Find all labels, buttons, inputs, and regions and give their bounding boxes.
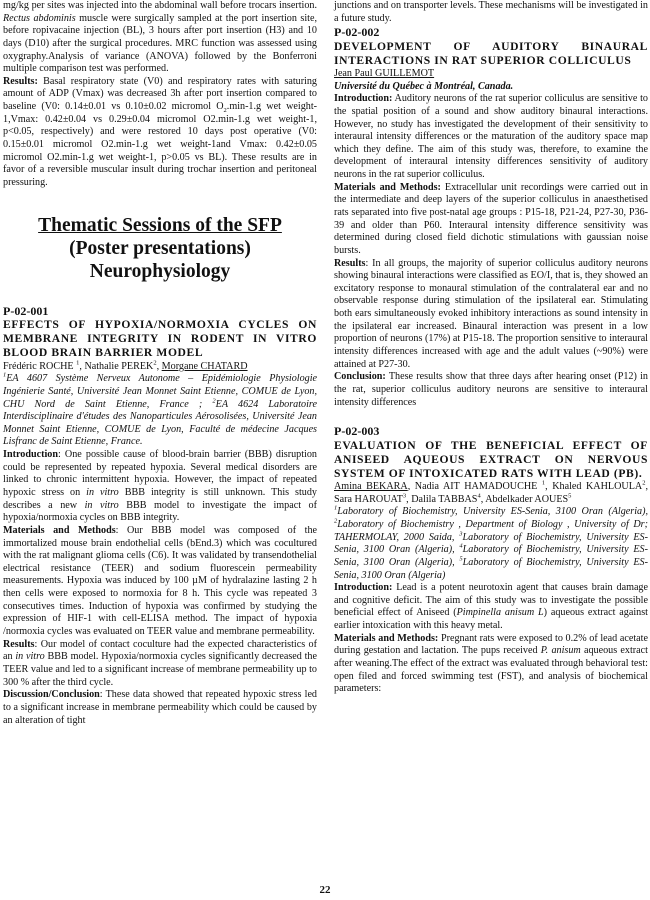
results-paragraph: Results: Basal respiratory state (V0) and respiratory rates with saturing amount of ADP (Vmax) was decreased 3h after port insertion compared to baseline (V0: 0.14±0.01 vs 0.10±0.02 micromol $O_2.\min-1.g$ wet weight-1,Vmax: 0.42±0.04 vs 0.29±0.04 micromol O2.min-1.g wet weight-1, p<0.05, respectively) and were restored 10 days post operative (V0: 0.15±0.01 micromol O2.min-1.g wet weight-1and Vmax: 0.42±0.05 micromol O2.min-1.g wet weight-1, p>0.05 vs BL). These results are in favor of a reversible muscular insult during trochar insertion and peritoneal pressuring.	[3, 75, 318, 188]
affiliations-p001: $^1$EA 4607 Système Nerveux Autonome – Epidémiologie Physiologie Ingénierie Santé, Université Jean Monnet Saint Etienne, COMUE de Lyon, CHU Nord de Saint Etienne, France ; $^2$EA 4624 Laboratoire Interdisciplinaire d'études des Nanoparticules Aérosolisées, Université Jean Monnet Saint Etienne, COMUE de Lyon, Faculté de médecine Jacques Lisfranc de Saint Etienne, France.	[3, 371, 317, 448]
page-number: 22	[319, 884, 331, 896]
right-column	[334, 0, 648, 696]
abstract-id-p001: P-02-001	[3, 303, 49, 318]
abstract-id-p002: P-02-002	[334, 25, 380, 40]
affiliation-p002: Université du Québec à Montréal, Canada.	[334, 80, 514, 92]
results-label: Results:	[3, 75, 38, 87]
abstract-title-p003: EVALUATION OF THE BENEFICIAL EFFECT OF ANISEED AQUEOUS EXTRACT ON NERVOUS SYSTEM OF INTOXICATED RATS WITH LEAD (PB).	[334, 438, 648, 480]
discussion-p001: Discussion/Conclusion: These data showed that repeated hypoxic stress led to a significant increase in membrane permeability which could be caused by an alteration of tight	[3, 689, 317, 726]
abstract-title-p001: EFFECTS OF HYPOXIA/NORMOXIA CYCLES ON MEMBRANE INTEGRITY IN RODENT IN VITRO BLOOD BRAIN BARRIER MODEL	[3, 318, 317, 360]
thematic-title: Thematic Sessions of the SFP	[38, 214, 282, 236]
conclusion-p002: Conclusion: These results show that three days after hearing onset (P12) in the rat, superior colliculus auditory neurons are sensitive to interaural intensity differences	[334, 371, 648, 408]
presenting-author: Morgane CHATARD	[161, 360, 248, 372]
authors-p002: Jean Paul GUILLEMOT	[334, 67, 435, 79]
intro-continuation: mg/kg per sites was injected into the abdominal wall before trocars insertion. Rectus abdominis muscle were surgically sampled at the port insertion site, before ropivacaine injection (BL), 3 hours after port insertion (H3) and 10 days (D10) after the surgical procedures. MRC function was assessed using oxygraphy.Analysis of variance (ANOVA) followed by the Bonferroni multiple comparison test was performed.	[3, 0, 317, 75]
results-p001: Results: Our model of contact coculture had the expected characteristics of an in vitro BBB model. Hypoxia/normoxia cycles significantly decreased the TEER value and led to a significant increase of membrane permeability up to 300 % after the third cycle.	[3, 638, 317, 688]
methods-p001: Materials and Methods: Our BBB model was composed of the immortalized mouse brain endothelial cells (bEnd.3) which was cocultured with the rat malignant glioma cells (C6). It was validated by transendothelial electrical resistance (TEER) and sodium fluorescein permeability measurements. Hypoxia was induced by 100 µM of hydralazine lasting 2 h then cells were exposed to normoxia for 8 h. This cycle was repeated 3 consecutives times. Induction of hypoxia was confirmed by studying the expression of HIF-1 with cell-ELISA method. The impact of hypoxia /normoxia cycles was evaluated on TEER value and membrane permeability.	[3, 524, 317, 638]
thematic-subtitle: (Poster presentations)	[69, 238, 251, 259]
introduction-p002: Introduction: Auditory neurons of the rat superior colliculus are sensitive to the spatial position of a sound and show auditory binaural interactions. However, no study has investigated the development of their sensitivity to interaural intensity differences or the maturation of the auditory space map which they define. The aim of this study was, therefore, to examine the development of interaural intensity differences sensitivity of auditory neurons in the rat superior colliculus.	[334, 93, 648, 181]
introduction-p001: Introduction: One possible cause of blood-brain barrier (BBB) disruption could be represented by repeated hypoxia. Several medical disorders are linked to chronic intermittent hypoxia. However, the impact of repeated hypoxic stress on in vitro BBB integrity is still unknown. This study describes a new in vitro BBB model to investigate the impact of hypoxia/normoxia cycles on BBB integrity.	[3, 449, 317, 524]
abstract-id-p003: P-02-003	[334, 424, 380, 439]
continuation-text: junctions and on transporter levels. These mechanisms will be investigated in a future study.	[334, 0, 648, 24]
left-column	[3, 0, 317, 727]
thematic-section: Neurophysiology	[89, 261, 231, 283]
presenting-author: Amina BEKARA	[334, 481, 408, 493]
thematic-heading	[3, 214, 317, 284]
introduction-p003: Introduction: Lead is a potent neurotoxin agent that causes brain damage and cognitive deficit. The aim of this study was to investigate the possible beneficial effect of Aniseed (Pimpinella anisum L) aqueous extract against earlier intoxication with this heavy metal.	[334, 582, 648, 632]
results-p002: Results: In all groups, the majority of superior colliculus auditory neurons showing binaural interactions were classified as EO/I, that is, they showed an excitatory response to monaural stimulation of the contralateral ear and no observable response during stimulation of the ipsilateral ear. Stimulating both ears simultaneously evoked inhibitory interactions as sound intensity in the ipsilateral ear increased. Binaural interaction was present in a low proportion of neurons (17%) at P15-18. The proportion sensitive to interaural intensity differences increased with age and the adult values (~90%) were attained at P27-30.	[334, 257, 648, 370]
affiliations-p003: $^1$Laboratory of Biochemistry, University ES-Senia, 3100 Oran (Algeria), $^2$Laboratory of Biochemistry , Department of Biology , University of Dr; TAHERMOLAY, 2000 Saida, $^3$Laboratory of Biochemistry, University ES-Senia, 3100 Oran (Algeria), $^4$Laboratory of Biochemistry, University ES-Senia, 3100 Oran (Algeria), $^5$Laboratory of Biochemistry, University ES-Senia, 3100 Oran (Algeria)	[334, 504, 648, 581]
abstract-title-p002: DEVELOPMENT OF AUDITORY BINAURAL INTERACTIONS IN RAT SUPERIOR COLLICULUS	[334, 39, 648, 67]
authors-p001: Frédéric ROCHE $^1$, Nathalie PEREK$^2$, Morgane CHATARD	[3, 359, 248, 372]
authors-p003: Amina BEKARA, Nadia AIT HAMADOUCHE $^1$, Khaled KAHLOULA$^2$, Sara HAROUAT$^3$, Dalila TABBAS$^4$, Abdelkader AOUES$^5$	[334, 479, 649, 505]
methods-p002: Materials and Methods: Extracellular unit recordings were carried out in the intermediate and deep layers of the superior colliculus in anaesthetised rats separated into five post-natal age groups : P15-18, P21-24, P27-30, P36-39 and older than P60. Interaural intensity difference sensitivity was determined during closed field dichotic stimulations with gaussian noise bursts.	[334, 181, 648, 256]
methods-p003: Materials and Methods: Pregnant rats were exposed to 0.2% of lead acetate during gestation and lactation. The pups received P. anisum aqueous extract after weaning.The effect of the extract was evaluated through behavioral test: open filed and forced swimming test (FST), and analysis of biochemical parameters:	[334, 632, 648, 695]
